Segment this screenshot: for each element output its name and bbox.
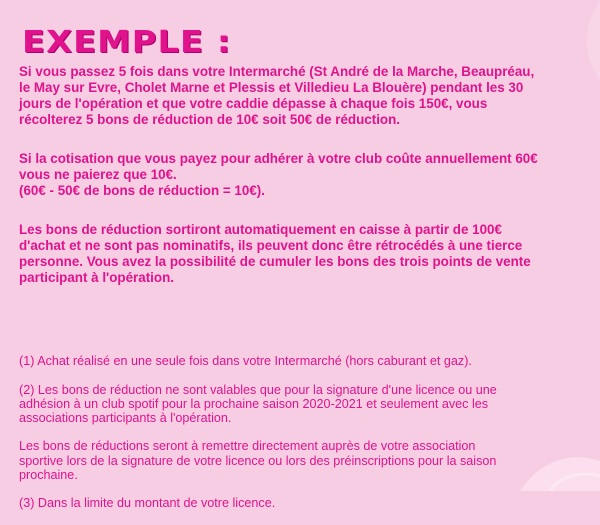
example-paragraph: Si vous passez 5 fois dans votre Intermarché (St André de la Marche, Beaupréau, le May sur Evre, Cholet Marne et Plessis et Villedieu La Blouère) pendant les 30 jours de l'opération et que votre caddie dépasse à chaque fois 150€, vous récolterez 5 bons de réduction de 10€ soit 50€ de réduction. <box>19 64 535 127</box>
footnote-1: (1) Achat réalisé en une seule fois dans votre Intermarché (hors caburant et gaz). <box>19 354 472 369</box>
cotisation-paragraph: Si la cotisation que vous payez pour adhérer à votre club coûte annuellement 60€ vous ne paierez que 10€. (60€ - 50€ de bons de réduction = 10€). <box>19 151 538 198</box>
footnote-2-continued: Les bons de réductions seront à remettre directement auprès de votre association sportive lors de la signature de votre licence ou lors des préinscriptions pour la saison prochaine. <box>19 439 497 482</box>
footnotes <box>19 340 584 525</box>
bons-paragraph: Les bons de réduction sortiront automatiquement en caisse à partir de 100€ d'achat et ne sont pas nominatifs, ils peuvent donc être rétrocédés à une tierce personne. Vous avez la possibilité de cumuler les bons des trois points de vente participant à l'opération. <box>19 222 531 285</box>
page-title: EXEMPLE : <box>22 25 232 60</box>
footnote-2: (2) Les bons de réduction ne sont valables que pour la signature d'une licence ou une adhésion à un club spotif pour la prochaine saison 2020-2021 et seulement avec les associations participants à l'opération. <box>19 382 497 426</box>
footnote-3: (3) Dans la limite du montant de votre licence. <box>19 496 276 511</box>
